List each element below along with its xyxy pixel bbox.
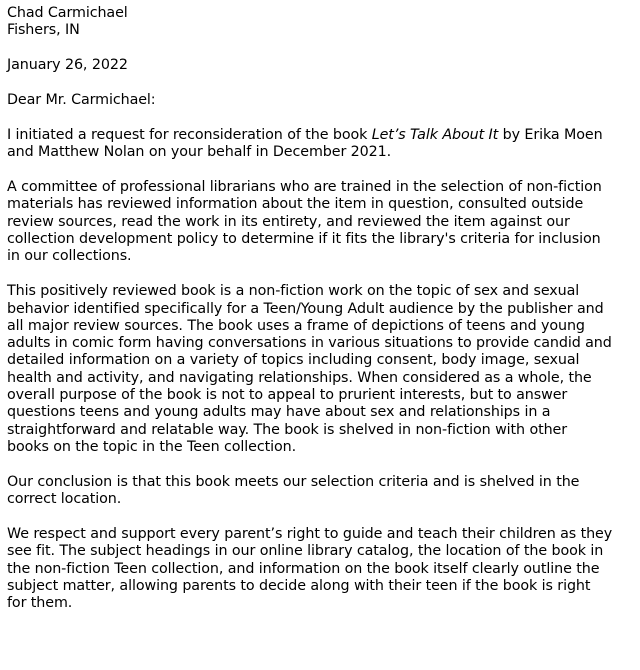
paragraph-line: adults in comic form having conversations in various situations to provide candid and xyxy=(7,335,612,352)
book-title: Let’s Talk About It xyxy=(371,126,499,143)
paragraph-text: I initiated a request for reconsideration of the book xyxy=(7,126,372,143)
paragraph-review xyxy=(7,283,635,456)
paragraph-conclusion xyxy=(7,474,635,509)
sender-location: Fishers, IN xyxy=(7,22,80,39)
letter-date xyxy=(7,57,635,74)
paragraph-line: review sources, read the work in its entirety, and reviewed the item against our xyxy=(7,213,570,230)
paragraph-line: the non-fiction Teen collection, and information on the book itself clearly outline the xyxy=(7,560,600,577)
paragraph-line: subject matter, allowing parents to decide along with their teen if the book is right xyxy=(7,577,591,594)
salutation-text: Dear Mr. Carmichael: xyxy=(7,92,156,109)
paragraph-line: correct location. xyxy=(7,491,122,508)
date-text: January 26, 2022 xyxy=(7,57,128,74)
paragraph-line: and Matthew Nolan on your behalf in December 2021. xyxy=(7,144,392,161)
paragraph-line: see fit. The subject headings in our online library catalog, the location of the book in xyxy=(7,543,604,560)
paragraph-request xyxy=(7,127,635,162)
sender-address xyxy=(7,5,635,40)
paragraph-text: by Erika Moen xyxy=(498,126,603,143)
paragraph-line: books on the topic in the Teen collection. xyxy=(7,438,297,455)
paragraph-line: detailed information on a variety of topics including consent, body image, sexual xyxy=(7,352,580,369)
paragraph-line: in our collections. xyxy=(7,248,132,265)
paragraph-line: questions teens and young adults may have about sex and relationships in a xyxy=(7,404,551,421)
paragraph-line: for them. xyxy=(7,595,73,612)
paragraph-line: health and activity, and navigating relationships. When considered as a whole, the xyxy=(7,369,592,386)
paragraph-line: straightforward and relatable way. The book is shelved in non-fiction with other xyxy=(7,421,568,438)
paragraph-line: Our conclusion is that this book meets our selection criteria and is shelved in the xyxy=(7,473,580,490)
paragraph-line: all major review sources. The book uses a frame of depictions of teens and young xyxy=(7,317,585,334)
paragraph-line: behavior identified specifically for a Teen/Young Adult audience by the publisher and xyxy=(7,300,604,317)
paragraph-line: materials has reviewed information about the item in question, consulted outside xyxy=(7,196,584,213)
paragraph-line: overall purpose of the book is not to appeal to prurient interests, but to answer xyxy=(7,387,568,404)
paragraph-line: This positively reviewed book is a non-fiction work on the topic of sex and sexual xyxy=(7,283,580,300)
sender-name: Chad Carmichael xyxy=(7,5,128,21)
paragraph-line: A committee of professional librarians who are trained in the selection of non-fiction xyxy=(7,179,602,196)
paragraph-committee xyxy=(7,179,635,265)
paragraph-parents xyxy=(7,526,635,612)
salutation xyxy=(7,92,635,109)
paragraph-line: We respect and support every parent’s right to guide and teach their children as they xyxy=(7,525,613,542)
letter-body xyxy=(7,5,635,630)
paragraph-line xyxy=(7,127,635,144)
paragraph-line: collection development policy to determine if it fits the library's criteria for inclusion xyxy=(7,231,601,248)
